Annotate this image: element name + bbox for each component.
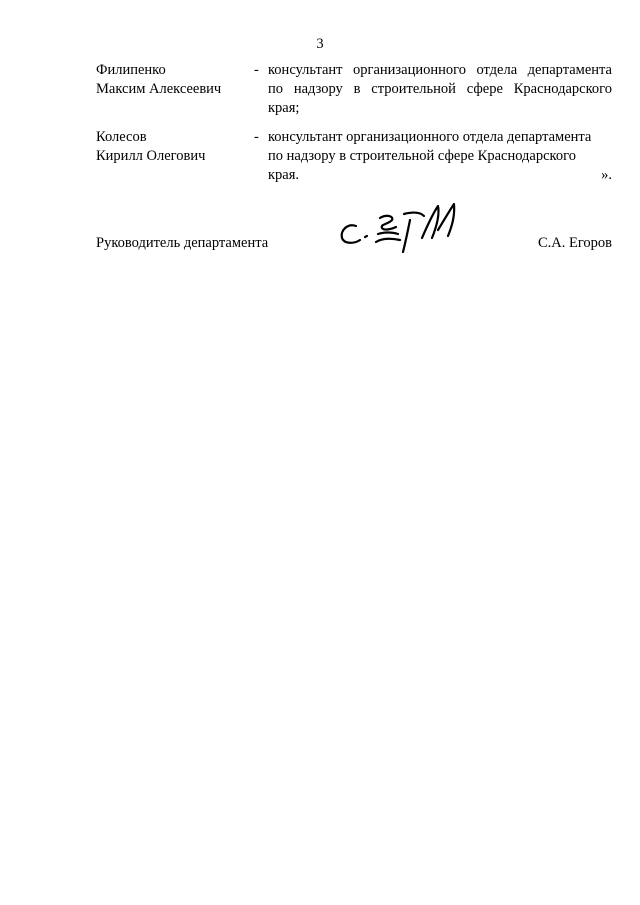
list-item	[96, 128, 612, 188]
person-name	[96, 128, 205, 166]
signature-block	[96, 234, 612, 254]
signer-name: С.А. Егоров	[537, 235, 612, 251]
description-line: по надзору в строительной сфере Краснодарского	[268, 81, 612, 97]
person-name	[96, 61, 221, 99]
entry-dash: -	[254, 62, 259, 78]
entry-dash: -	[254, 129, 259, 145]
person-surname: Филипенко	[96, 62, 166, 78]
description-line: консультант организационного отдела департамента	[268, 62, 612, 78]
description-line: по надзору в строительной сфере Краснодарского	[268, 148, 576, 164]
position-description	[268, 128, 612, 185]
page-number: 3	[316, 36, 324, 52]
person-surname: Колесов	[96, 129, 147, 145]
closing-quote: ».	[601, 167, 612, 183]
list-item	[96, 61, 612, 121]
position-description	[268, 61, 612, 118]
signer-title: Руководитель департамента	[96, 235, 269, 251]
person-given-names: Максим Алексеевич	[96, 81, 222, 97]
person-given-names: Кирилл Олегович	[96, 148, 206, 164]
description-line: консультант организационного отдела департамента	[268, 129, 592, 145]
description-line: края;	[268, 100, 300, 116]
description-line: края.	[268, 167, 300, 183]
